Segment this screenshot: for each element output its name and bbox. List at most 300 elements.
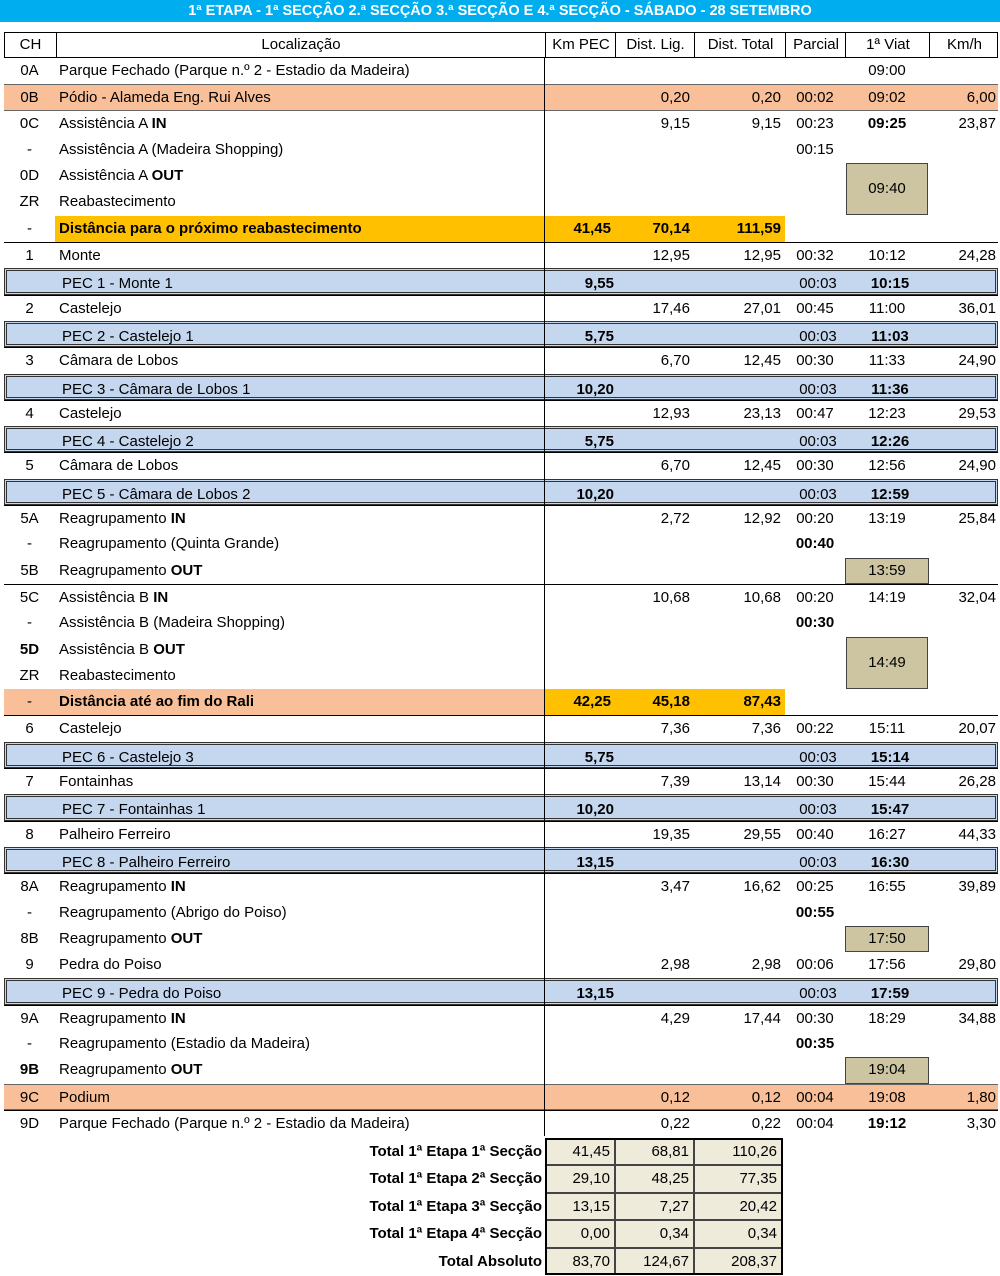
cell-dt	[694, 1031, 785, 1057]
cell-par: 00:23	[796, 114, 834, 132]
cell-par: 00:03	[799, 433, 837, 451]
cell-km	[545, 453, 615, 478]
location-text: PEC 3 - Câmara de Lobos 1	[62, 380, 251, 398]
cell-km	[545, 900, 615, 926]
cell-dt: 12,45	[743, 457, 781, 475]
cell-km	[545, 296, 615, 321]
location-text: Reagrupamento (Estadio da Madeira)	[59, 1034, 310, 1052]
cell-kmh: 39,89	[958, 878, 996, 896]
cell-dt	[697, 324, 788, 344]
cell-ch: 0B	[20, 89, 39, 107]
cell-loc	[55, 663, 545, 689]
cell-kmh: 23,87	[958, 114, 996, 132]
table-row	[4, 610, 998, 636]
cell-dt: 27,01	[743, 299, 781, 317]
table-row	[4, 137, 998, 163]
cell-par	[785, 637, 845, 663]
location-text: Câmara de Lobos	[59, 457, 179, 475]
cell-loc	[58, 850, 548, 870]
cell-via: 09:00	[868, 62, 906, 79]
table-row	[4, 689, 998, 715]
cell-dt	[697, 271, 788, 291]
cell-par: 00:20	[796, 510, 834, 528]
cell-km	[545, 1057, 615, 1083]
schedule-table-body	[4, 58, 998, 1136]
location-text: Assistência B	[59, 588, 154, 606]
location-text: Assistência A	[59, 114, 152, 132]
cell-km: 42,25	[545, 689, 615, 715]
table-row	[4, 347, 998, 373]
cell-dt	[694, 531, 785, 557]
cell-km	[545, 1006, 615, 1031]
totals-cell-km: 83,70	[546, 1248, 615, 1275]
cell-km	[545, 348, 615, 373]
cell-km	[545, 58, 615, 84]
cell-loc	[55, 453, 545, 478]
cell-par: 00:03	[799, 853, 837, 871]
cell-loc	[55, 558, 545, 584]
cell-kmh: 36,01	[958, 299, 996, 317]
cell-via: 17:56	[868, 956, 906, 974]
cell-kmh	[929, 1031, 998, 1057]
cell-loc	[58, 271, 548, 291]
cell-dl	[618, 377, 697, 397]
table-row	[4, 768, 998, 794]
cell-dl	[615, 137, 694, 163]
cell-kmh	[929, 610, 998, 636]
location-text: Castelejo	[59, 299, 122, 317]
cell-dt	[694, 189, 785, 215]
cell-dt: 2,98	[751, 956, 781, 974]
column-divider	[544, 58, 545, 1136]
location-text: Reagrupamento	[59, 561, 171, 579]
cell-kmh	[932, 377, 1000, 397]
cell-kmh: 26,28	[958, 773, 996, 791]
table-row	[4, 821, 998, 847]
cell-ch: 6	[25, 720, 34, 738]
table-row	[4, 426, 998, 452]
table-row	[4, 374, 998, 400]
cell-dl: 6,70	[660, 352, 690, 370]
cell-par: 00:03	[799, 985, 837, 1003]
table-row	[4, 1005, 998, 1031]
cell-ch: 5D	[19, 640, 40, 658]
cell-via: 15:11	[868, 720, 906, 738]
table-row	[4, 847, 998, 873]
table-row	[4, 505, 998, 531]
cell-kmh: 34,88	[958, 1009, 996, 1027]
cell-dt: 87,43	[694, 689, 785, 715]
cell-km: 13,15	[576, 853, 614, 871]
cell-kmh	[929, 137, 998, 163]
cell-kmh	[932, 482, 1000, 502]
totals-cell-dt: 0,34	[694, 1220, 782, 1247]
cell-km	[545, 531, 615, 557]
cell-kmh	[929, 58, 998, 84]
cell-loc	[55, 585, 545, 610]
totals-box-border	[545, 1138, 783, 1275]
cell-dt	[697, 981, 788, 1001]
cell-par: 00:02	[796, 89, 834, 107]
table-row	[4, 1110, 998, 1136]
cell-via	[845, 610, 929, 636]
totals-label: Total 1ª Etapa 4ª Secção	[369, 1225, 542, 1243]
cell-ch: -	[4, 689, 55, 715]
cell-kmh: 32,04	[958, 588, 996, 606]
cell-dl	[615, 558, 694, 584]
cell-kmh: 29,80	[958, 956, 996, 974]
cell-kmh: 29,53	[958, 404, 996, 422]
cell-kmh: 25,84	[958, 510, 996, 528]
location-text: Reagrupamento	[59, 878, 171, 896]
cell-dt: 0,20	[751, 89, 781, 107]
cell-loc	[55, 1006, 545, 1031]
cell-dl	[618, 745, 697, 765]
cell-via: 09:25	[867, 114, 907, 132]
table-row	[4, 58, 998, 84]
cell-par: 00:32	[796, 247, 834, 265]
totals-row	[0, 1138, 1000, 1165]
cell-kmh: 24,28	[958, 247, 996, 265]
cell-par: 00:30	[796, 352, 834, 370]
cell-loc	[58, 377, 548, 397]
cell-loc	[55, 506, 545, 531]
cell-km	[545, 926, 615, 952]
totals-cell-dt: 110,26	[694, 1138, 782, 1165]
table-row	[4, 216, 998, 242]
cell-par: 00:40	[796, 825, 834, 843]
cell-dt	[694, 610, 785, 636]
cell-ch	[7, 981, 58, 1001]
table-row	[4, 531, 998, 557]
cell-ch: -	[27, 140, 32, 158]
cell-par: 00:35	[795, 1034, 835, 1052]
cell-loc	[55, 769, 545, 794]
cell-via: 15:44	[868, 773, 906, 791]
cell-via: 16:27	[868, 825, 906, 843]
table-row	[4, 1031, 998, 1057]
cell-via: 11:36	[871, 380, 909, 398]
cell-par: 00:04	[796, 1088, 834, 1106]
cell-par: 00:25	[796, 878, 834, 896]
cell-via: 19:04	[845, 1057, 929, 1083]
cell-dl	[615, 610, 694, 636]
cell-par: 00:30	[796, 1009, 834, 1027]
location-text: PEC 7 - Fontainhas 1	[62, 801, 206, 819]
cell-ch	[7, 271, 58, 291]
cell-loc	[55, 1111, 545, 1136]
table-row	[4, 584, 998, 610]
cell-kmh	[929, 900, 998, 926]
totals-cell-dl: 124,67	[615, 1248, 694, 1275]
cell-via: 15:47	[870, 801, 910, 819]
cell-dt: 29,55	[743, 825, 781, 843]
cell-par: 00:03	[799, 380, 837, 398]
cell-km: 5,75	[584, 433, 614, 451]
table-row	[4, 1084, 998, 1110]
cell-kmh	[929, 558, 998, 584]
location-text: Assistência B	[59, 640, 154, 658]
table-row	[4, 268, 998, 294]
cell-dl	[615, 531, 694, 557]
totals-cell-dl: 48,25	[615, 1165, 694, 1192]
location-text: Assistência A (Madeira Shopping)	[59, 140, 284, 158]
cell-km: 10,20	[576, 485, 614, 503]
location-text: Reagrupamento	[59, 1009, 171, 1027]
cell-via: 11:00	[868, 299, 906, 317]
cell-par: 00:30	[796, 457, 834, 475]
cell-dt	[694, 926, 785, 952]
cell-km	[545, 716, 615, 741]
cell-loc	[55, 1031, 545, 1057]
totals-cell-km: 29,10	[546, 1165, 615, 1192]
cell-dl: 19,35	[652, 825, 690, 843]
cell-km: 10,20	[576, 801, 614, 819]
cell-dl	[618, 981, 697, 1001]
location-text: Reagrupamento	[59, 1061, 171, 1079]
cell-km	[545, 585, 615, 610]
cell-via: 09:02	[868, 89, 906, 107]
header-dist-lig: Dist. Lig.	[626, 36, 685, 53]
cell-via: 12:56	[868, 457, 906, 475]
header-parcial: Parcial	[793, 36, 839, 53]
cell-km: 5,75	[584, 748, 614, 766]
cell-km	[545, 874, 615, 899]
table-header	[4, 32, 998, 58]
location-text: Reagrupamento	[59, 510, 171, 528]
cell-via: 17:59	[870, 985, 910, 1003]
cell-loc	[55, 1085, 545, 1109]
table-row	[4, 794, 998, 820]
cell-via	[845, 531, 929, 557]
cell-km	[545, 1031, 615, 1057]
cell-dl: 9,15	[660, 114, 690, 132]
cell-loc	[55, 216, 545, 242]
totals-cell-km: 0,00	[546, 1220, 615, 1247]
totals-row	[0, 1193, 1000, 1220]
location-suffix: IN	[170, 878, 186, 896]
totals-cell-dt: 77,35	[694, 1165, 782, 1192]
table-row	[4, 452, 998, 478]
cell-par	[785, 558, 845, 584]
cell-par: 00:30	[795, 614, 835, 632]
cell-dl: 2,72	[660, 510, 690, 528]
cell-dl: 17,46	[652, 299, 690, 317]
stage-title-banner: 1ª ETAPA - 1ª SECÇÂO 2.ª SECÇÃO 3.ª SECÇÃO E 4.ª SECÇÃO - SÁBADO - 28 SETEMBRO	[0, 0, 1000, 22]
cell-dl: 70,14	[615, 216, 694, 242]
cell-kmh	[932, 745, 1000, 765]
location-text: Reagrupamento (Abrigo do Poiso)	[59, 903, 287, 921]
totals-cell-dt: 208,37	[694, 1248, 782, 1275]
cell-km: 13,15	[576, 985, 614, 1003]
cell-dl: 3,47	[660, 878, 690, 896]
cell-km	[545, 85, 615, 109]
cell-loc	[55, 243, 545, 268]
cell-kmh	[932, 850, 1000, 870]
cell-kmh	[929, 189, 998, 215]
table-row	[4, 900, 998, 926]
cell-kmh: 20,07	[958, 720, 996, 738]
cell-loc	[55, 348, 545, 373]
totals-row	[0, 1165, 1000, 1192]
cell-dl	[615, 163, 694, 189]
cell-km: 41,45	[545, 216, 615, 242]
location-text: Reagrupamento	[59, 929, 171, 947]
cell-loc	[55, 689, 545, 715]
cell-ch	[7, 429, 58, 449]
cell-km: 10,20	[576, 380, 614, 398]
location-suffix: IN	[170, 1009, 186, 1027]
cell-km	[545, 506, 615, 531]
location-text: Palheiro Ferreiro	[59, 825, 171, 843]
header-ch: CH	[19, 36, 42, 53]
cell-dl	[615, 926, 694, 952]
cell-via: 11:33	[868, 352, 906, 370]
cell-ch: -	[27, 614, 32, 632]
location-text: Distância até ao fim do Rali	[59, 693, 255, 711]
cell-kmh: 44,33	[958, 825, 996, 843]
cell-par	[785, 926, 845, 952]
cell-dl	[615, 637, 694, 663]
cell-loc	[58, 324, 548, 344]
cell-par: 00:30	[796, 773, 834, 791]
cell-ch: 3	[25, 352, 34, 370]
table-row	[4, 111, 998, 137]
cell-ch: 5	[25, 457, 34, 475]
cell-via	[845, 689, 929, 715]
cell-km	[545, 822, 615, 847]
cell-km	[545, 1111, 615, 1136]
cell-via: 10:12	[868, 247, 906, 265]
table-row	[4, 242, 998, 268]
cell-km	[545, 769, 615, 794]
cell-dt: 7,36	[751, 720, 781, 738]
cell-ch: 9A	[20, 1009, 39, 1027]
cell-km	[545, 243, 615, 268]
totals-label: Total 1ª Etapa 2ª Secção	[369, 1170, 542, 1188]
cell-loc	[58, 745, 548, 765]
cell-dt: 10,68	[743, 588, 781, 606]
cell-ch: -	[27, 1034, 32, 1052]
location-text: Castelejo	[59, 404, 122, 422]
cell-kmh	[929, 531, 998, 557]
cell-kmh: 6,00	[966, 89, 996, 107]
cell-dl	[618, 482, 697, 502]
cell-ch: 0D	[19, 167, 40, 185]
cell-dt: 0,12	[751, 1088, 781, 1106]
cell-ch: 9D	[19, 1114, 40, 1132]
table-row	[4, 1057, 998, 1083]
table-row	[4, 84, 998, 110]
cell-via: 12:59	[870, 485, 910, 503]
totals-cell-dt: 20,42	[694, 1193, 782, 1220]
cell-km	[545, 663, 615, 689]
table-row	[4, 742, 998, 768]
table-row	[4, 978, 998, 1004]
cell-dt	[694, 663, 785, 689]
cell-dl: 4,29	[660, 1009, 690, 1027]
location-text: Reabastecimento	[59, 193, 176, 211]
cell-km	[545, 163, 615, 189]
cell-dl: 2,98	[660, 956, 690, 974]
table-row	[4, 479, 998, 505]
cell-ch: 9C	[19, 1088, 40, 1106]
cell-kmh	[929, 637, 998, 663]
cell-dl	[618, 797, 697, 817]
cell-par: 00:47	[796, 404, 834, 422]
cell-kmh	[932, 981, 1000, 1001]
cell-kmh: 3,30	[966, 1114, 996, 1132]
cell-loc	[55, 926, 545, 952]
cell-via: 19:12	[867, 1114, 907, 1132]
cell-via	[845, 900, 929, 926]
cell-dt	[694, 900, 785, 926]
cell-dt	[694, 558, 785, 584]
cell-loc	[55, 189, 545, 215]
cell-via: 16:30	[870, 853, 910, 871]
cell-dt	[697, 482, 788, 502]
location-text: Parque Fechado (Parque n.º 2 - Estadio da Madeira)	[59, 1114, 410, 1132]
cell-dt	[694, 137, 785, 163]
cell-par	[785, 189, 845, 215]
totals-label: Total 1ª Etapa 3ª Secção	[369, 1197, 542, 1215]
cell-ch: ZR	[19, 193, 40, 211]
cell-km	[545, 189, 615, 215]
cell-ch	[7, 377, 58, 397]
table-row	[4, 873, 998, 899]
cell-dl: 7,39	[660, 773, 690, 791]
cell-via	[845, 137, 929, 163]
cell-par: 00:55	[795, 903, 835, 921]
cell-via: 17:50	[845, 926, 929, 952]
cell-dl: 10,68	[652, 588, 690, 606]
location-text: PEC 2 - Castelejo 1	[62, 327, 194, 345]
cell-ch: 8B	[20, 929, 39, 947]
cell-kmh: 1,80	[966, 1088, 996, 1106]
cell-ch: -	[27, 219, 32, 237]
cell-loc	[55, 1057, 545, 1083]
cell-kmh: 24,90	[958, 352, 996, 370]
location-suffix: OUT	[153, 640, 185, 658]
table-row	[4, 715, 998, 741]
cell-dl: 0,20	[660, 89, 690, 107]
cell-kmh	[932, 797, 1000, 817]
cell-dt	[694, 1057, 785, 1083]
cell-par	[785, 58, 845, 84]
location-text: Assistência B (Madeira Shopping)	[59, 614, 285, 632]
cell-par: 00:20	[796, 588, 834, 606]
cell-via: 13:59	[845, 558, 929, 584]
totals-row	[0, 1220, 1000, 1247]
cell-dl: 0,12	[660, 1088, 690, 1106]
cell-dt	[694, 637, 785, 663]
cell-par	[785, 163, 845, 189]
location-text: PEC 8 - Palheiro Ferreiro	[62, 853, 231, 871]
cell-ch: 5A	[20, 510, 39, 528]
cell-dt	[697, 429, 788, 449]
totals-cell-dl: 68,81	[615, 1138, 694, 1165]
cell-dt	[697, 377, 788, 397]
merged-time-cell-a: 09:40	[846, 163, 928, 215]
location-text: Pedra do Poiso	[59, 956, 162, 974]
cell-ch	[7, 850, 58, 870]
cell-par: 00:40	[795, 535, 835, 553]
cell-ch: 0A	[20, 62, 39, 79]
location-text: PEC 4 - Castelejo 2	[62, 433, 194, 451]
cell-km	[545, 558, 615, 584]
cell-dl	[615, 189, 694, 215]
table-row	[4, 926, 998, 952]
